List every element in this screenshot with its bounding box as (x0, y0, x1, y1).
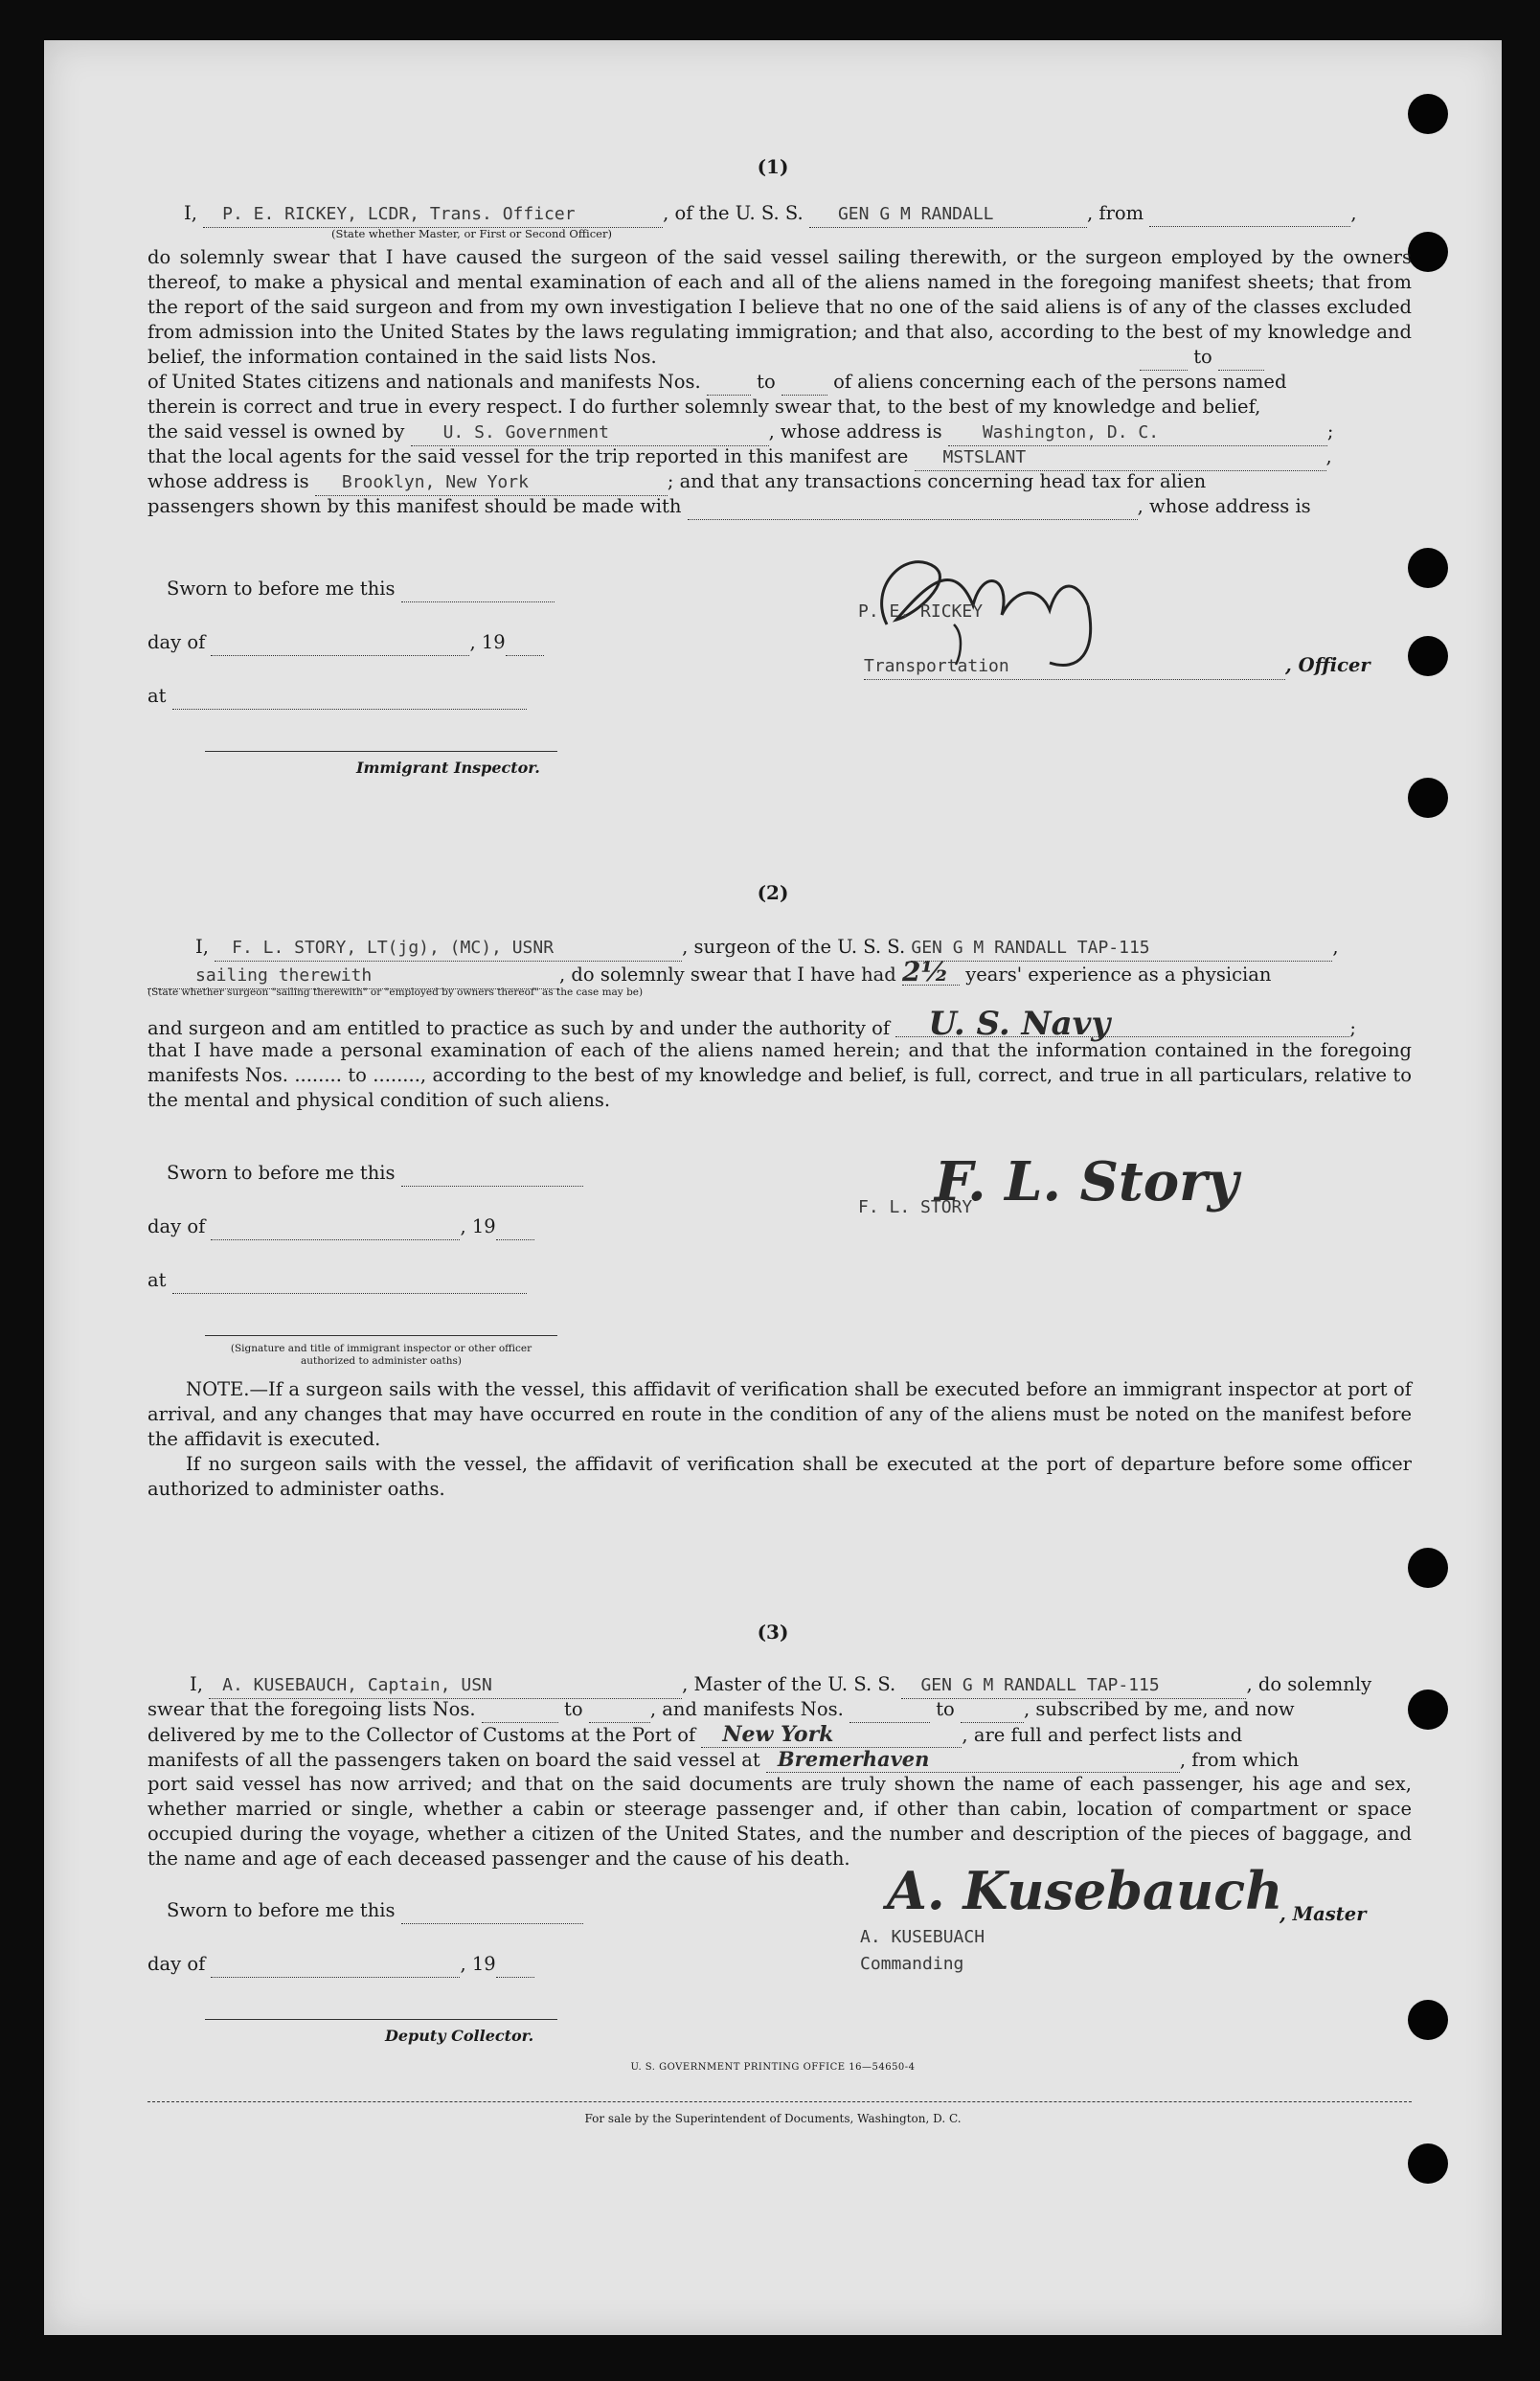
master-typed-name: A. KUSEBUACH (860, 1927, 985, 1947)
section-3-body: port said vessel has now arrived; and that on the said documents are truly shown the name of each passenger, his age and sex, whether married or single, whether a cabin or steerage passenger and, if other than cabin, location of compartment or space occupied during the voyage, whether a citizen of the United States, and the number and description of the pieces of baggage, and the name and age of each deceased passenger and the cause of his death. (147, 1773, 1412, 1870)
binder-hole (1408, 778, 1448, 818)
oath-officer-caption: (Signature and title of immigrant inspector or other officer authorized to administer oaths) (230, 1343, 532, 1367)
sale-notice: For sale by the Superintendent of Documents, Washington, D. C. (584, 2112, 962, 2125)
collector-caption: Deputy Collector. (385, 2027, 534, 2045)
master-word: , Master (1280, 1903, 1367, 1925)
owner-address-field: Washington, D. C. (948, 420, 1327, 446)
document-page (44, 40, 1502, 2335)
master-line: I, A. KUSEBAUCH, Captain, USN , Master of the U. S. S. GEN G M RANDALL TAP-115 , do solemnly (190, 1672, 1371, 1699)
binder-hole (1408, 548, 1448, 588)
officer-line: I, P. E. RICKEY, LCDR, Trans. Officer , of the U. S. S. GEN G M RANDALL , from , (184, 201, 1357, 228)
master-field: A. KUSEBAUCH, Captain, USN (209, 1673, 682, 1699)
sworn-line-3: Sworn to before me this (167, 1898, 583, 1924)
section-2-body: that I have made a personal examination of each of the aliens named herein; and that the information contained in the foregoing manifests Nos. ........ to ........, according to the best of my knowledge and belief, is full, correct, and true in all particulars, relative to the mental and physical condition of such aliens. (147, 1039, 1412, 1111)
binder-hole (1408, 2143, 1448, 2184)
binder-hole (1408, 232, 1448, 272)
port-field: New York (701, 1722, 962, 1748)
agents-field: MSTSLANT (915, 445, 1326, 471)
passengers-line: passengers shown by this manifest should be made with , whose address is (147, 494, 1311, 520)
surgeon-field: F. L. STORY, LT(jg), (MC), USNR (215, 936, 682, 962)
authority-line: and surgeon and am entitled to practice as such by and under the authority of U. S. Navy ; (147, 1005, 1356, 1043)
binder-hole (1408, 2000, 1448, 2040)
master-vessel-field: GEN G M RANDALL TAP-115 (901, 1673, 1246, 1699)
surgeon-line: I, F. L. STORY, LT(jg), (MC), USNR , surgeon of the U. S. S. GEN G M RANDALL TAP-115 , (195, 935, 1339, 962)
footer-rule (147, 2101, 1412, 2102)
section-1-body: do solemnly swear that I have caused the surgeon of the said vessel sailing therewith, or the surgeon employed by the owners thereof, to make a physical and mental examination of each and all of the aliens named in the foregoing manifest sheets; that from the report of the said surgeon and from my own investigation I believe that no one of the said aliens is of any of the classes excluded from admission into the United States by the laws regulating immigration; and that also, according to the best of my knowledge and belief, the information contained in the said lists Nos. (147, 246, 1412, 368)
lists-nos-fill: to (1140, 345, 1264, 371)
citizens-line: of United States citizens and nationals and manifests Nos. to of aliens concerning each of the persons named (147, 370, 1412, 396)
therein-line: therein is correct and true in every respect. I do further solemnly swear that, to the best of my knowledge and belief, (147, 396, 1261, 418)
port-line: delivered by me to the Collector of Customs at the Port of New York , are full and perfect lists and (147, 1722, 1243, 1747)
lists-line: swear that the foregoing lists Nos. to , and manifests Nos. to , subscribed by me, and now (147, 1697, 1295, 1723)
gpo-imprint: U. S. GOVERNMENT PRINTING OFFICE 16—54650-4 (630, 2062, 916, 2073)
owner-field: U. S. Government (411, 420, 769, 446)
surgeon-typed-name: F. L. STORY (858, 1197, 973, 1217)
note-paragraph: NOTE.—If a surgeon sails with the vessel, this affidavit of verification shall be executed before an immigrant inspector at port of arrival, and any changes that may have occurred en route in the condition of any of the aliens must be noted on the manifest before the affidavit is executed. (147, 1378, 1412, 1450)
section-3-number: (3) (757, 1621, 789, 1644)
note-paragraph-2: If no surgeon sails with the vessel, the affidavit of verification shall be executed at the port of departure before some officer authorized to administer oaths. (147, 1453, 1412, 1500)
officer-title-line: Transportation , Officer (864, 653, 1370, 680)
agent-address-line: whose address is Brooklyn, New York ; and that any transactions concerning head tax for alien (147, 469, 1206, 496)
surgeon-vessel-field: GEN G M RANDALL TAP-115 (911, 936, 1332, 962)
sailing-line: sailing therewith , do solemnly swear that I have had 2½ years' experience as a physician (147, 960, 1271, 989)
sailing-field: sailing therewith (147, 964, 559, 989)
vessel-field: GEN G M RANDALL (809, 202, 1087, 228)
officer-caption: (State whether Master, or First or Second Officer) (331, 227, 612, 240)
day-line-1: day of , 19 (147, 630, 544, 656)
sworn-line-1: Sworn to before me this (167, 577, 555, 602)
master-signature: A. Kusebauch (887, 1860, 1283, 1921)
departure-line: manifests of all the passengers taken on board the said vessel at Bremerhaven , from which (147, 1747, 1300, 1771)
inspector-rule (205, 751, 557, 752)
master-title: Commanding (860, 1954, 964, 1974)
collector-rule (205, 2019, 557, 2020)
binder-hole (1408, 636, 1448, 676)
binder-hole (1408, 1548, 1448, 1588)
surgeon-signature: F. L. Story (935, 1150, 1239, 1213)
owner-line: the said vessel is owned by U. S. Government , whose address is Washington, D. C. ; (147, 420, 1333, 446)
day-line-2: day of , 19 (147, 1214, 534, 1240)
officer-field: P. E. RICKEY, LCDR, Trans. Officer (203, 202, 663, 228)
years-field: 2½ (902, 960, 960, 986)
sworn-line-2: Sworn to before me this (167, 1161, 583, 1187)
inspector-caption: Immigrant Inspector. (356, 759, 540, 777)
day-line-3: day of , 19 (147, 1952, 534, 1978)
section-1-number: (1) (757, 155, 789, 178)
agent-address-field: Brooklyn, New York (315, 470, 668, 496)
binder-hole (1408, 94, 1448, 134)
authority-field: U. S. Navy (895, 1011, 1349, 1037)
at-line-2: at (147, 1268, 527, 1294)
officer-typed-name: P. E. RICKEY (858, 601, 984, 622)
section-2-number: (2) (757, 881, 789, 904)
at-line-1: at (147, 684, 527, 710)
oath-officer-rule (205, 1335, 557, 1336)
binder-hole (1408, 1689, 1448, 1730)
departure-field: Bremerhaven (766, 1747, 1180, 1773)
agents-line: that the local agents for the said vessel for the trip reported in this manifest are MSTSLANT , (147, 444, 1332, 471)
surgeon-caption: (State whether surgeon "sailing therewith" or "employed by owners thereof" as the case may be) (147, 986, 644, 998)
